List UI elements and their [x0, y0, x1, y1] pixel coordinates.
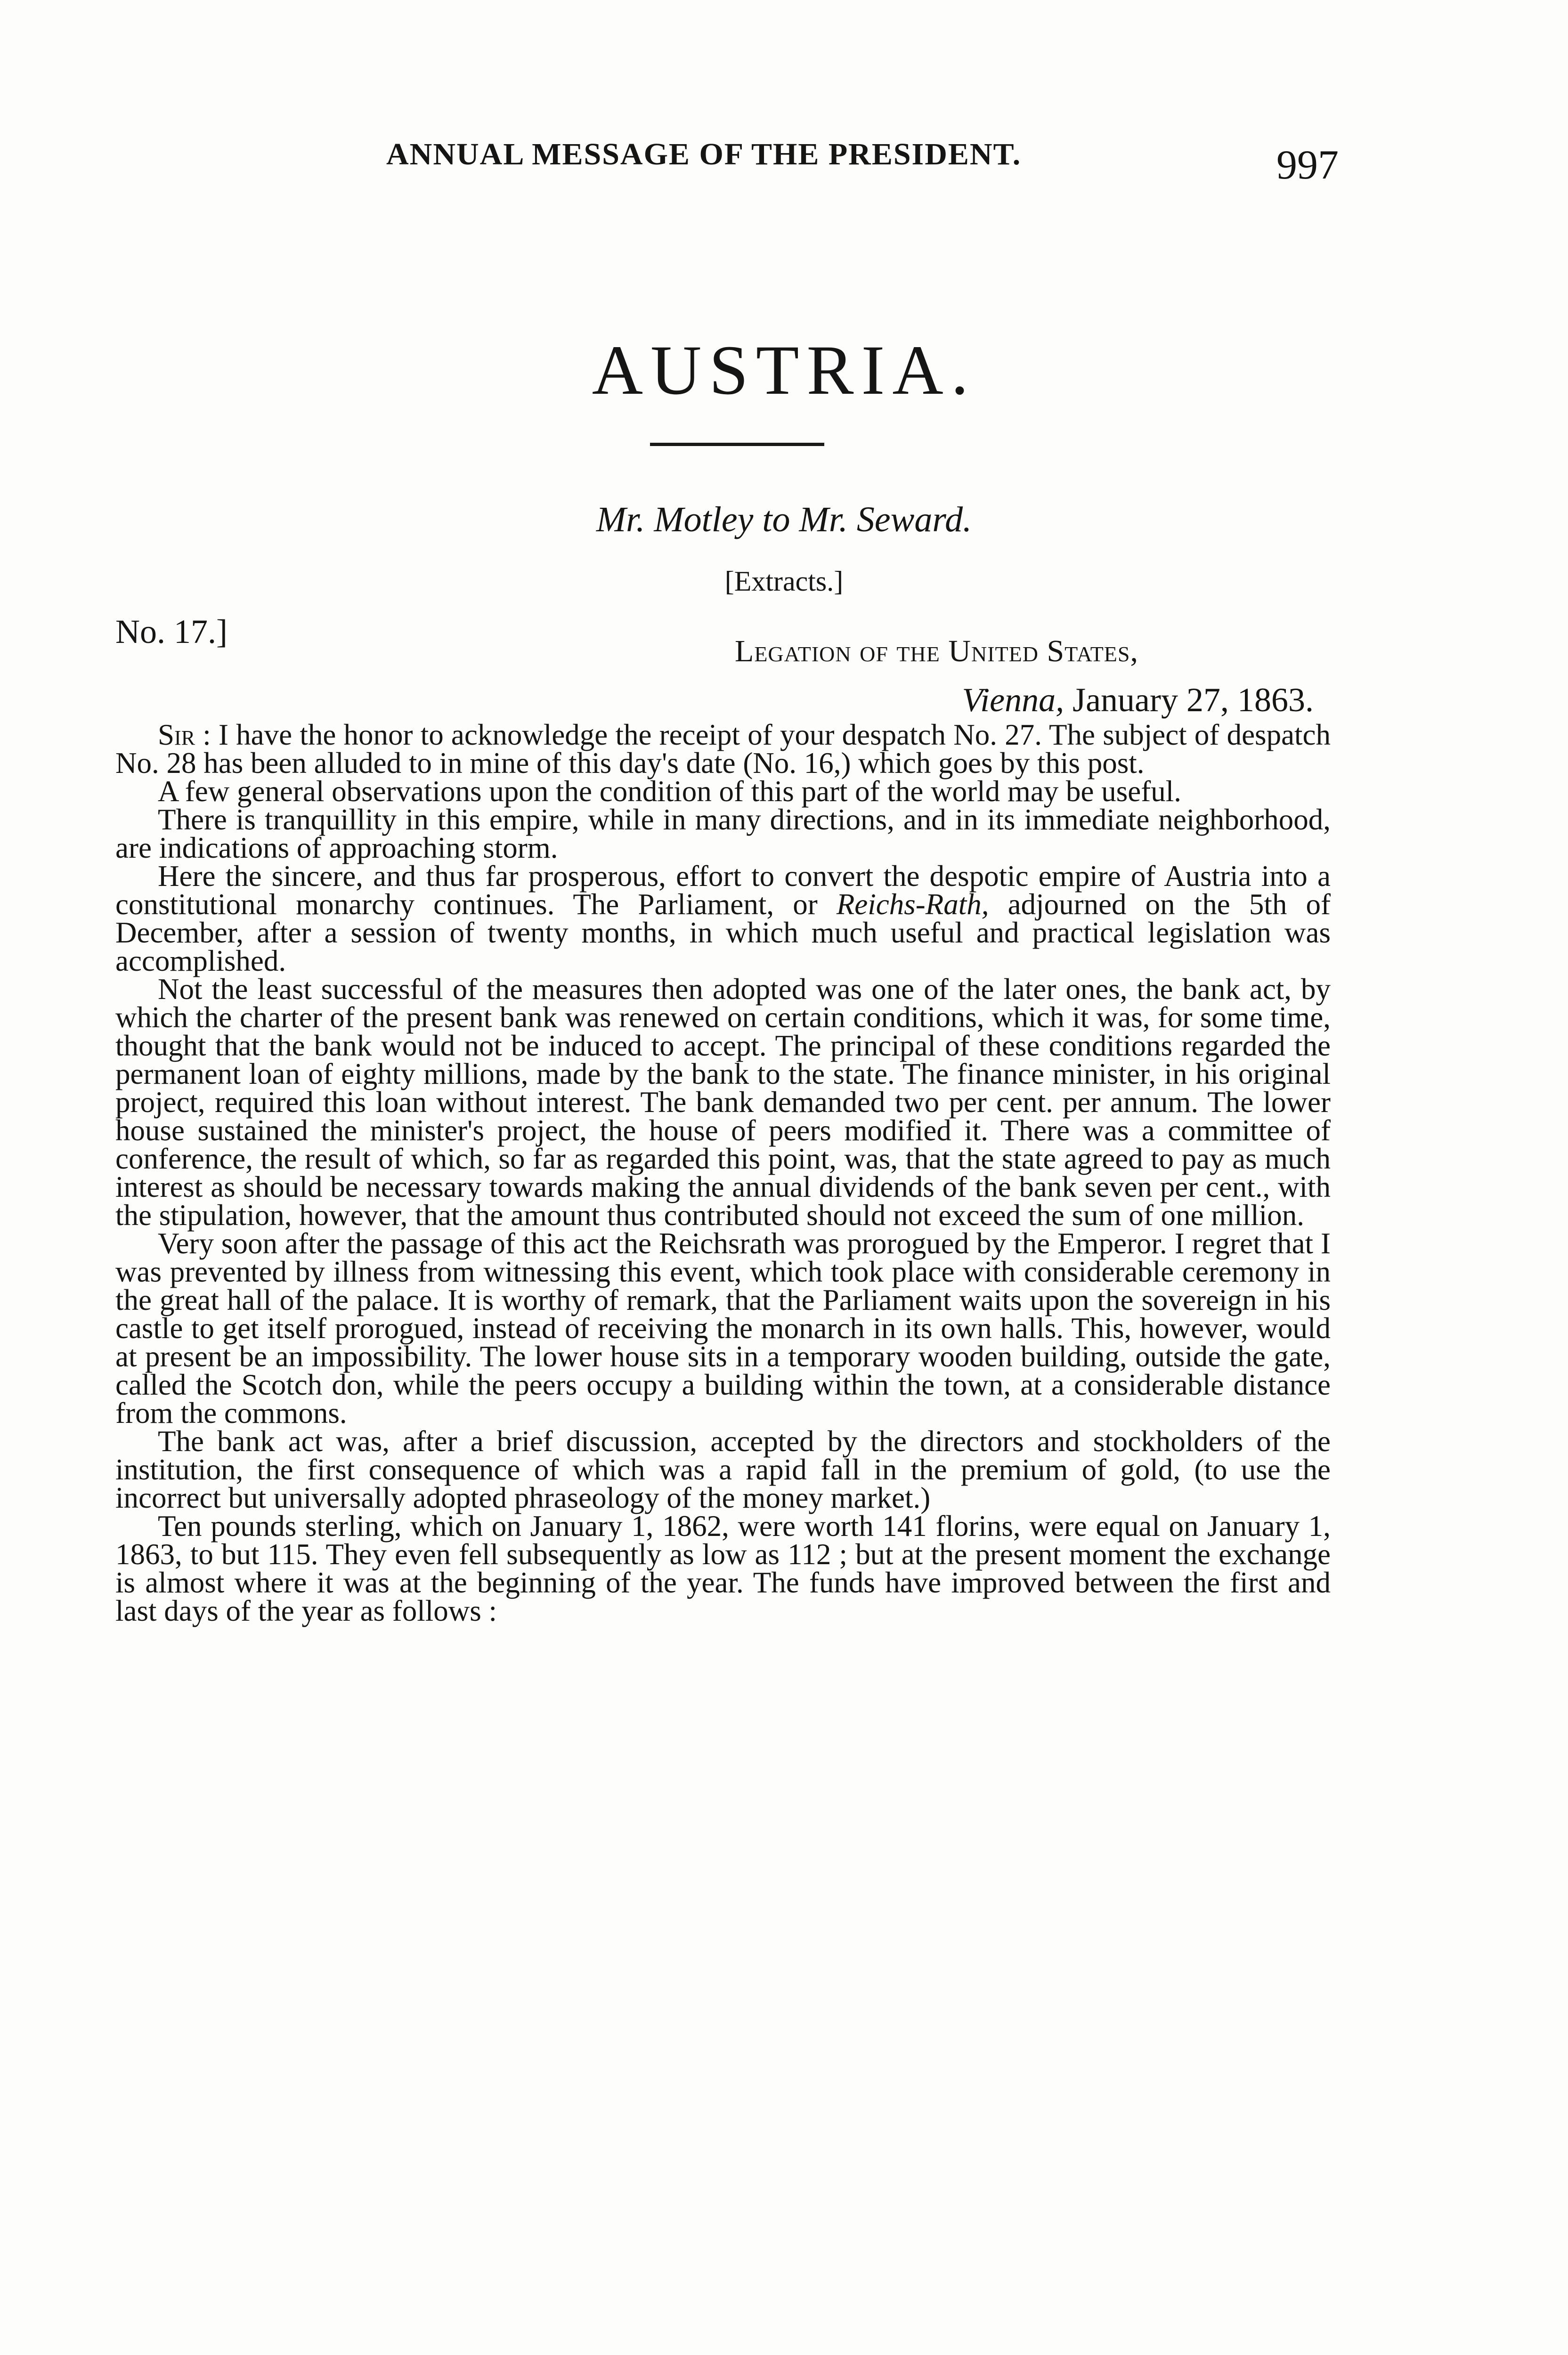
section-title: AUSTRIA. [592, 331, 976, 409]
paragraph-4-text-a: Here the sincere, and thus far prosperous, effort to convert the despotic empire of Austria into a constitutional monarchy continues. The Parliament, or [115, 860, 1331, 921]
paragraph-3: There is tranquillity in this empire, while in many directions, and in its immediate neighborhood, are indications of approaching storm. [115, 803, 1331, 864]
paragraph-1 [115, 718, 1331, 780]
paragraph-4 [115, 862, 1331, 975]
extracts-note: [Extracts.] [724, 566, 844, 597]
paragraph-8: Ten pounds sterling, which on January 1, 1862, were worth 141 florins, were equal on January 1, 1863, to but 115. They even fell subsequently as low as 112 ; but at the present moment the exchange is almost where it was at the beginning of the year. The funds have improved between the first and last days of the year as follows : [115, 1510, 1331, 1627]
dateline [962, 681, 1314, 720]
paragraph-7: The bank act was, after a brief discussion, accepted by the directors and stockholders of the institution, the first consequence of which was a rapid fall in the premium of gold, (to use the incorrect but universally adopted phraseology of the money market.) [115, 1425, 1331, 1514]
dateline-place: Vienna, [962, 681, 1064, 719]
paragraph-5: Not the least successful of the measures then adopted was one of the later ones, the bank act, by which the charter of the present bank was renewed on certain conditions, which it was, for some time, thought that the bank would not be induced to accept. The principal of these conditions regarded the permanent loan of eighty millions, made by the bank to the state. The finance minister, in his original project, required this loan without interest. The bank demanded two per cent. per annum. The lower house sustained the minister's project, the house of peers modified it. There was a committee of conference, the result of which, so far as regarded this point, was, that the state agreed to pay as much interest as should be necessary towards making the annual dividends of the bank seven per cent., with the stipulation, however, that the amount thus contributed should not exceed the sum of one million. [115, 973, 1331, 1232]
paragraph-6: Very soon after the passage of this act the Reichsrath was prorogued by the Emperor. I regret that I was prevented by illness from witnessing this event, which took place with considerable ceremony in the great hall of the palace. It is worthy of remark, that the Parliament waits upon the sovereign in his castle to get itself prorogued, instead of receiving the monarch in its own halls. This, however, would at present be an impossibility. The lower house sits in a temporary wooden building, outside the gate, called the Scotch don, while the peers occupy a building within the town, at a considerable distance from the commons. [115, 1227, 1331, 1429]
letter-body [115, 718, 1331, 1627]
paragraph-2: A few general observations upon the condition of this part of the world may be useful. [158, 775, 1181, 808]
reichs-rath-term: Reichs-Rath, [836, 888, 989, 921]
running-title: ANNUAL MESSAGE OF THE PRESIDENT. [386, 137, 1022, 171]
paragraph-4-text-b: adjourned on the 5th of December, after a session of twenty months, in which much useful and practical legislation was accomplished. [115, 888, 1331, 977]
dateline-date: January 27, 1863. [1072, 681, 1314, 719]
letter-origin: Legation of the United States, [735, 634, 1138, 668]
title-divider [650, 443, 824, 446]
letter-heading: Mr. Motley to Mr. Seward. [596, 500, 972, 539]
paragraph-1-text: I have the honor to acknowledge the receipt of your despatch No. 27. The subject of despatch No. 28 has been alluded to in mine of this day's date (No. 16,) which goes by this post. [115, 718, 1331, 780]
page-number: 997 [1276, 142, 1339, 188]
salutation: Sir : [158, 718, 211, 751]
despatch-number: No. 17.] [115, 613, 227, 650]
